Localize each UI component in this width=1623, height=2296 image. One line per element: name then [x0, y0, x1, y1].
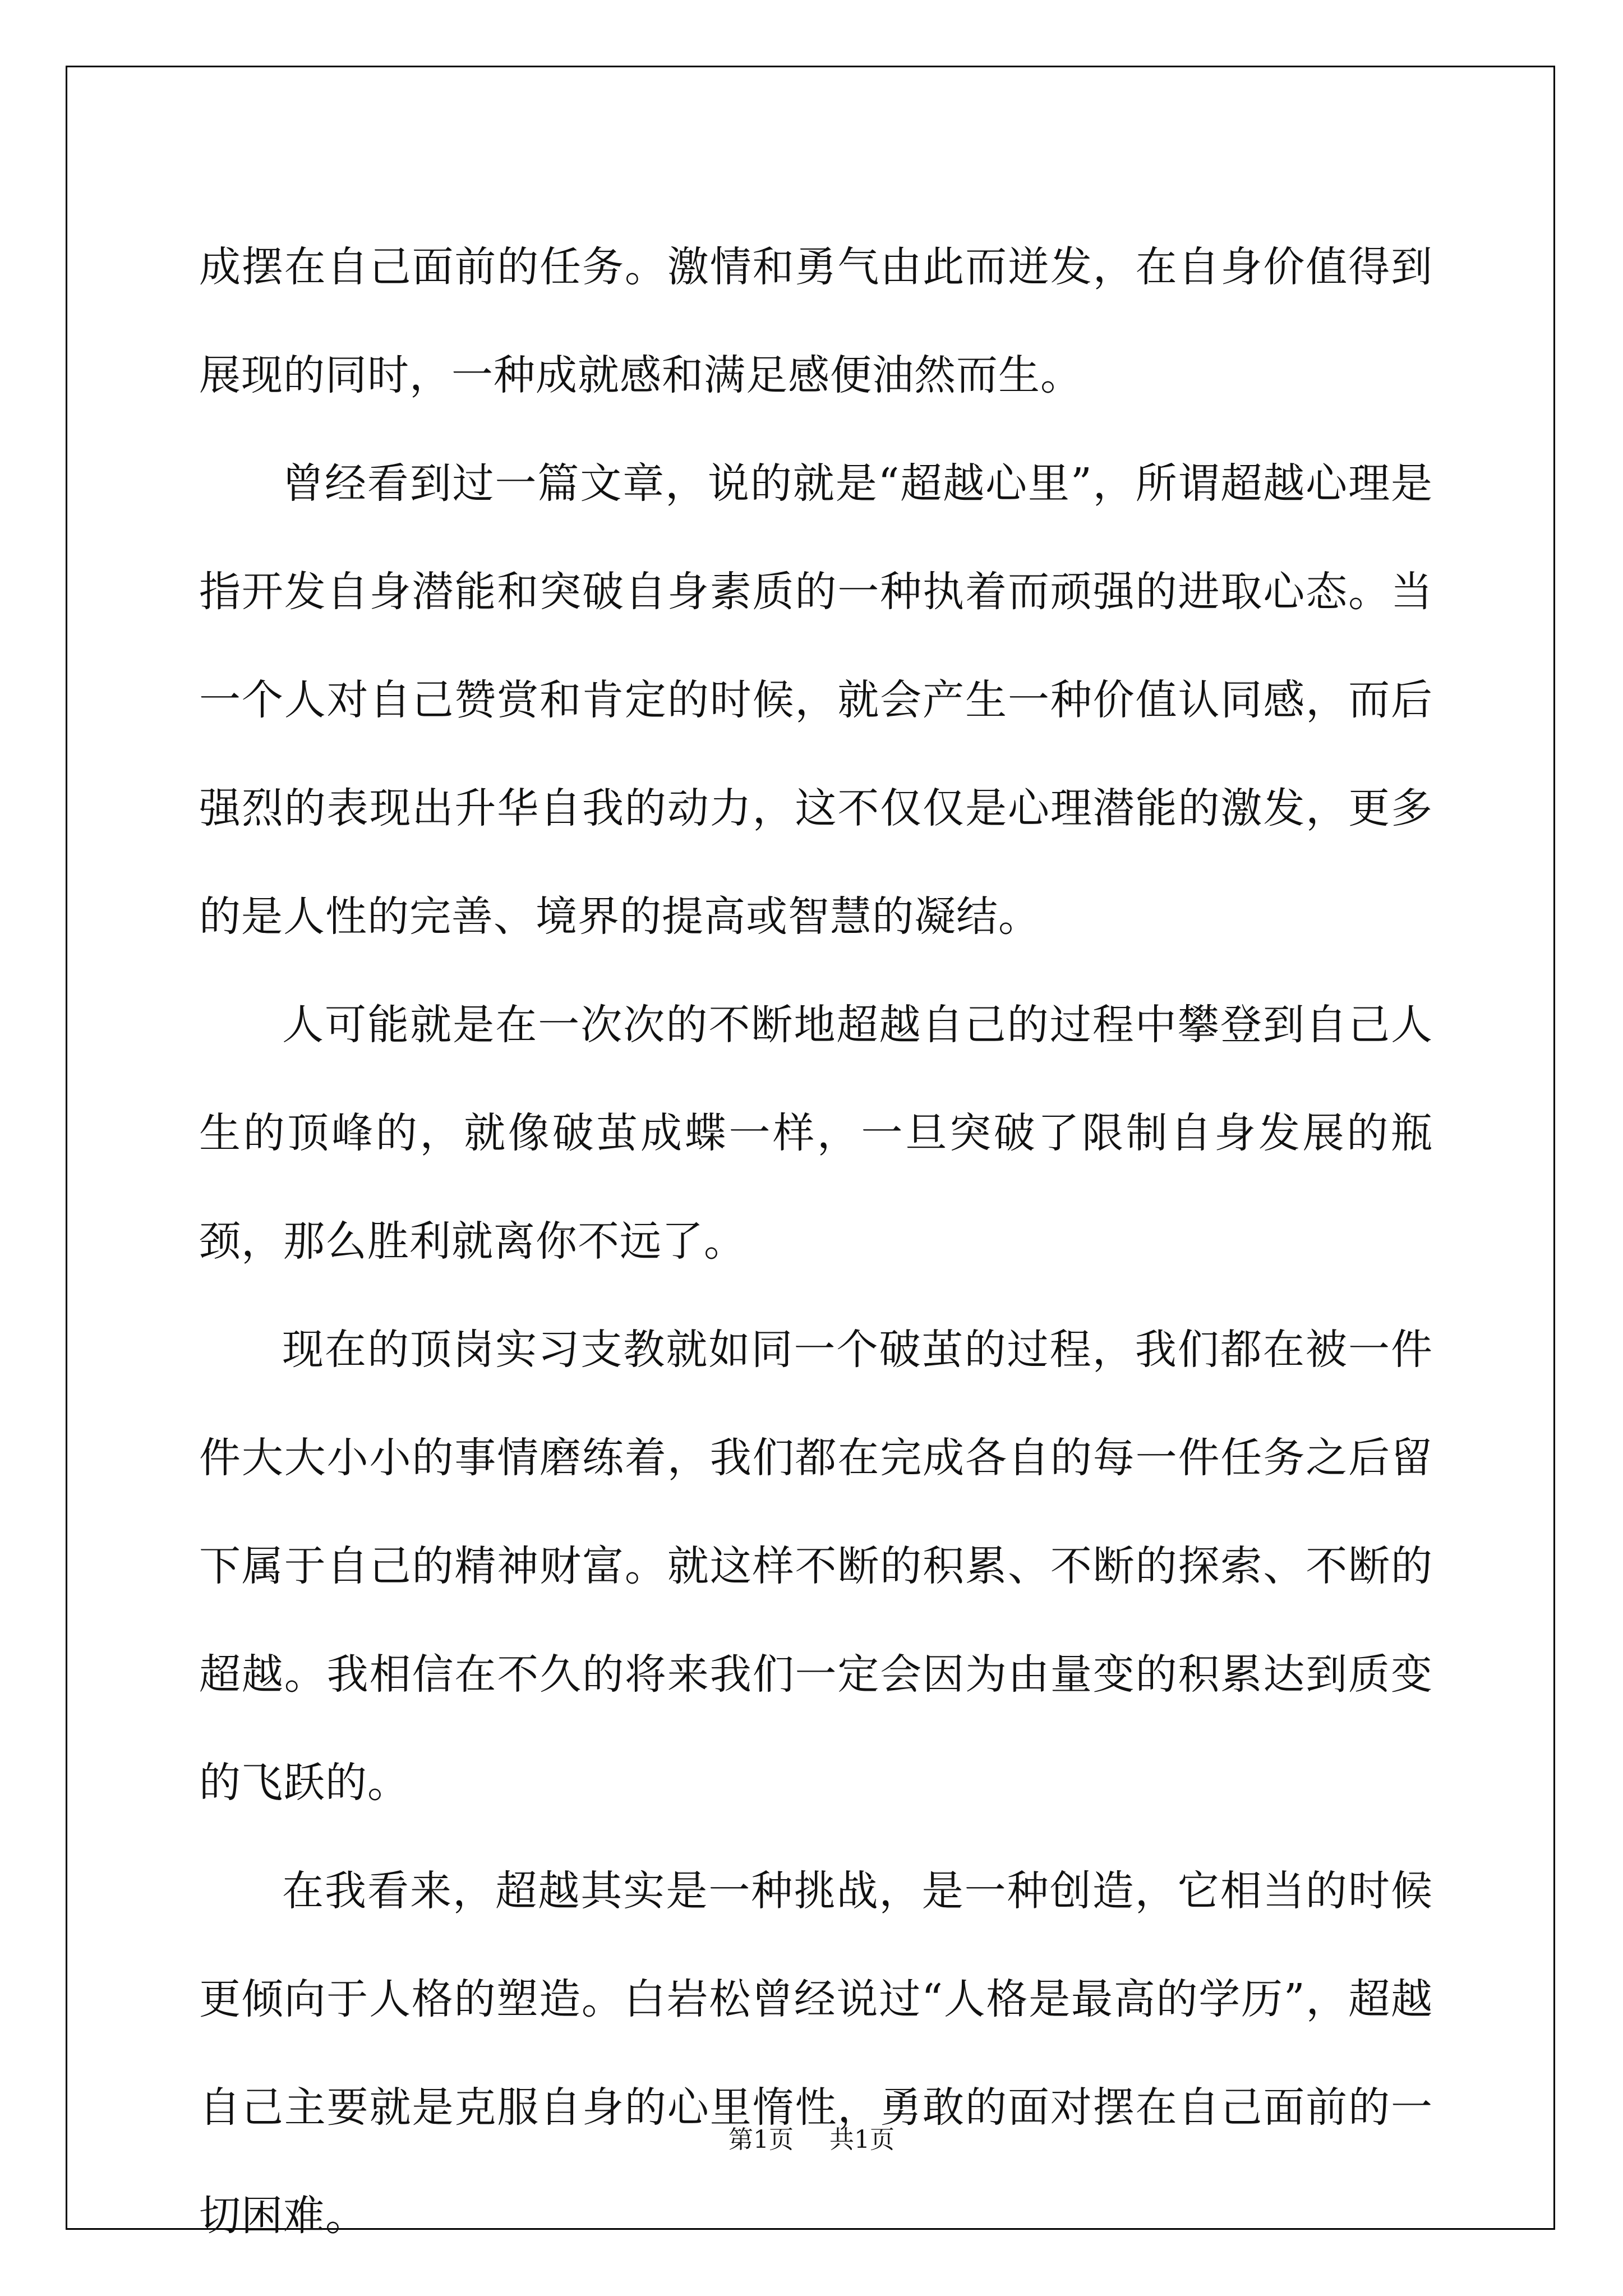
paragraph-2: 曾经看到过一篇文章，说的就是“超越心里”，所谓超越心理是指开发自身潜能和突破自身素质的一种执着而顽强的进取心态。当一个人对自己赞赏和肯定的时候，就会产生一种价值认同感，而后强烈的表现出升华自我的动力，这不仅仅是心理潜能的激发，更多的是人性的完善、境界的提高或智慧的凝结。	[199, 459, 1433, 941]
document-body	[199, 213, 1433, 2270]
paragraph-3: 人可能就是在一次次的不断地超越自己的过程中攀登到自己人生的顶峰的，就像破茧成蝶一样，一旦突破了限制自身发展的瓶颈，那么胜利就离你不远了。	[199, 1001, 1433, 1266]
page-number-total: 共1页	[829, 2125, 895, 2154]
paragraph-1: 成摆在自己面前的任务。激情和勇气由此而迸发，在自身价值得到展现的同时，一种成就感和满足感便油然而生。	[199, 243, 1433, 399]
paragraph-5: 在我看来，超越其实是一种挑战，是一种创造，它相当的时候更倾向于人格的塑造。白岩松曾经说过“人格是最高的学历”，超越自己主要就是克服自身的心里惰性，勇敢的面对摆在自己面前的一切困难。	[199, 1867, 1433, 2240]
page-footer	[0, 2119, 1623, 2155]
paragraph-4: 现在的顶岗实习支教就如同一个破茧的过程，我们都在被一件件大大小小的事情磨练着，我们都在完成各自的每一件任务之后留下属于自己的精神财富。就这样不断的积累、不断的探索、不断的超越。我相信在不久的将来我们一定会因为由量变的积累达到质变的飞跃的。	[199, 1326, 1433, 1807]
page-number-current: 第1页	[728, 2125, 794, 2154]
